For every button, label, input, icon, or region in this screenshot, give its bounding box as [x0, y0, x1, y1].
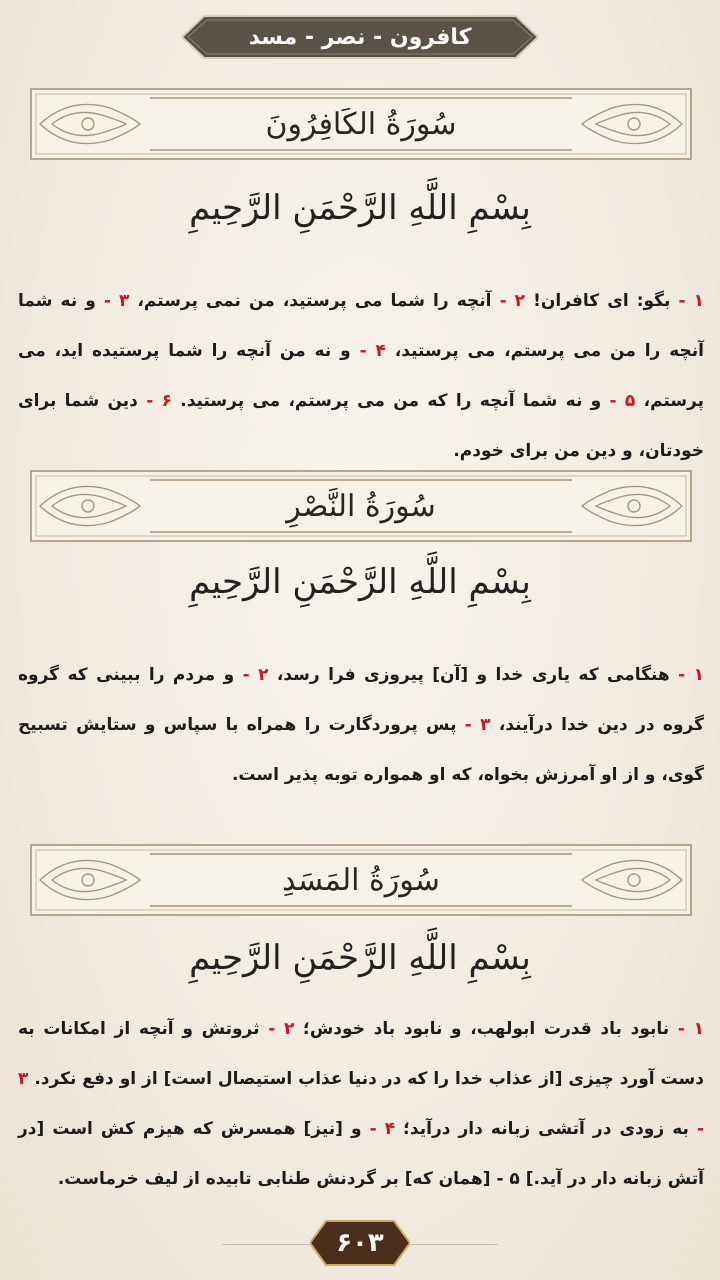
verse-text: ثروتش و آنچه از امکانات به دست آورد چیزی [از عذاب خدا را که در دنیا عذاب استیصال است] از او دفع نکرد.	[18, 1019, 704, 1089]
verse-text: دین شما برای خودتان، و دین من برای خودم.	[18, 391, 704, 461]
surah-name: سُورَةُ النَّصْرِ	[286, 488, 436, 524]
verse-number: ۲ -	[268, 1019, 295, 1039]
verse-number: ۵ -	[496, 1169, 520, 1189]
basmala: بِسْمِ اللَّهِ الرَّحْمَنِ الرَّحِيمِ	[189, 938, 531, 978]
verse-text: هنگامی که یاری خدا و [آن] پیروزی فرا رسد،	[268, 665, 679, 685]
verse-number: ۳ -	[18, 1069, 704, 1139]
surah-header-masad	[30, 844, 692, 916]
verse-number: ۱ -	[678, 291, 704, 311]
divider-line	[408, 1244, 498, 1245]
surah-name: سُورَةُ الکَافِرُونَ	[265, 106, 457, 142]
verse-number: ۶ -	[146, 391, 172, 411]
verse-number: ۴ -	[359, 341, 386, 361]
basmala: بِسْمِ اللَّهِ الرَّحْمَنِ الرَّحِيمِ	[189, 562, 531, 602]
verse-number: ۳ -	[464, 715, 491, 735]
verse-text: بگو: ای کافران!	[525, 291, 679, 311]
page-title: کافرون - نصر - مسد	[248, 24, 472, 50]
verse-text: و نه شما آنچه را که من می پرستم، می پرستید.	[171, 391, 610, 411]
page-number-badge	[222, 1218, 498, 1270]
surah-text-masad	[18, 1004, 704, 1204]
verse-number: ۳ -	[103, 291, 130, 311]
verse-number: ۱ -	[678, 665, 704, 685]
surah-header-nasr	[30, 470, 692, 542]
verse-text: آنچه را شما می پرستید، من نمی پرستم،	[129, 291, 500, 311]
verse-text: و نه شما آنچه را من می پرستم، می پرستید،	[18, 291, 705, 361]
verse-text: و مردم را ببینی که گروه گروه در دین خدا درآیند،	[18, 665, 704, 735]
surah-text-nasr	[18, 650, 704, 800]
verse-text: نابود باد قدرت ابولهب، و نابود باد خودش؛	[294, 1019, 678, 1039]
verse-number: ۲ -	[499, 291, 526, 311]
verse-number: ۲ -	[242, 665, 269, 685]
verse-number: ۱ -	[677, 1019, 704, 1039]
surah-text-kafirun	[18, 276, 704, 476]
title-banner	[182, 14, 538, 60]
basmala: بِسْمِ اللَّهِ الرَّحْمَنِ الرَّحِيمِ	[189, 188, 531, 228]
verse-number: ۵ -	[609, 391, 636, 411]
divider-line	[222, 1244, 312, 1245]
verse-text: و [نیز] همسرش که هیزم کش است [در آتش زبانه دار در آید.]	[18, 1119, 704, 1189]
verse-text: و نه من آنچه را شما پرستیده اید، می پرستم،	[18, 341, 705, 411]
verse-text: پس پروردگارت را همراه با سپاس و ستایش تسبیح گوی، و از او آمرزش بخواه، که او همواره توبه پذیر است.	[18, 715, 704, 785]
verse-text: به زودی در آتشی زبانه دار درآید؛	[395, 1119, 697, 1139]
surah-header-kafirun	[30, 88, 692, 160]
surah-name: سُورَةُ المَسَدِ	[282, 862, 440, 898]
page-number: ۶۰۳	[336, 1228, 384, 1258]
verse-number: ۴ -	[369, 1119, 396, 1139]
verse-text: [همان که] بر گردنش طنابی تابیده از لیف خرماست.	[57, 1169, 497, 1189]
